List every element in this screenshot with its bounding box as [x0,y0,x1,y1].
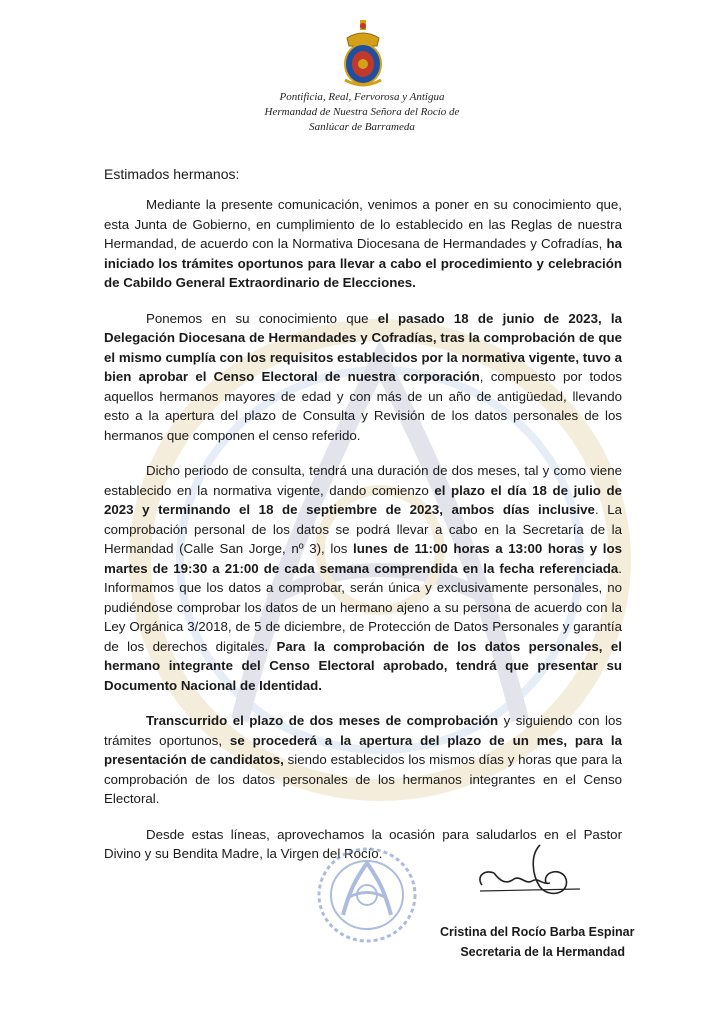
brotherhood-crest-icon [341,20,385,88]
signature-block [440,922,635,962]
p3-bold-hours: lunes de 11:00 horas a 13:00 horas y los martes de 19:30 a 21:00 de cada semana comprendida en la fecha referenciada [104,541,622,576]
p4-text-d: siendo establecidos los mismos días y horas que para la comprobación de los datos personales de los hermanos integrantes en el Censo Electoral. [104,752,622,806]
p3-bold-dni: Para la comprobación de los datos personales, el hermano integrante del Censo Electoral aprobado, tendrá que presentar su Documento Nacional de Identidad. [104,638,622,693]
p3-text-e: . Informamos que los datos a comprobar, serán única y exclusivamente personales, no pudiéndose comprobar los datos de un hermano ajeno a su persona de acuerdo con la Ley Orgánica 3/2018, de 5 de diciembre, de Protección de Datos Personales y garantía de los derechos digitales. [104,560,622,654]
p4-bold-c: se procederá a la apertura del plazo de un mes, para la presentación de candidatos, [104,732,622,767]
brotherhood-header [200,90,524,135]
p3-text-a: Dicho periodo de consulta, tendrá una duración de dos meses, tal y como viene establecido en la normativa vigente, dando comienzo [104,463,622,498]
ink-stamp-seal [315,845,420,945]
greeting: Estimados hermanos: [104,166,240,182]
paragraph-1 [104,195,622,293]
signatory-role: Secretaria de la Hermandad [460,945,625,959]
p2-text-a: Ponemos en su conocimiento que [146,310,378,326]
p2-bold: el pasado 18 de junio de 2023, la Delegación Diocesana de Hermandades y Cofradías, tras la comprobación de que el mismo cumplía con los requisitos establecidos por la normativa vigente, tuvo a bien aprobar el Censo Electoral de nuestra corporación [104,310,622,384]
header-line-3: Sanlúcar de Barrameda [309,121,415,133]
paragraph-2 [104,309,622,446]
paragraph-3 [104,461,622,695]
p3-bold-dates: el plazo el día 18 de julio de 2023 y terminando el 18 de septiembre de 2023, ambos días inclusive [104,482,622,517]
p4-bold-a: Transcurrido el plazo de dos meses de comprobación [146,713,499,728]
handwritten-signature [470,835,590,905]
header-line-2: Hermandad de Nuestra Señora del Rocío de [264,106,460,118]
paragraph-4 [104,711,622,809]
header-line-1: Pontificia, Real, Fervorosa y Antigua [279,91,445,103]
p2-text-c: , compuesto por todos aquellos hermanos mayores de edad y con más de un año de antigüedad, llevando esto a la apertura del plazo de Consulta y Revisión de los datos personales de los hermanos que componen el censo referido. [104,369,622,443]
paragraph-5: Desde estas líneas, aprovechamos la ocasión para saludarlos en el Pastor Divino y su Bendita Madre, la Virgen del Rocío. [104,826,622,861]
letter-body [104,195,622,880]
p1-text: Mediante la presente comunicación, venimos a poner en su conocimiento que, esta Junta de Gobierno, en cumplimiento de lo establecido en las Reglas de nuestra Hermandad, de acuerdo con la Normativa Diocesana de Hermandades y Cofradías, [104,197,622,251]
p4-text-b: y siguiendo con los trámites oportunos, [104,713,622,748]
p1-bold: ha iniciado los trámites oportunos para llevar a cabo el procedimiento y celebración de Cabildo General Extraordinario de Elecciones. [104,236,622,290]
p3-text-c: . La comprobación personal de los datos se podrá llevar a cabo en la Secretaría de la Hermandad (Calle San Jorge, nº 3), los [104,502,622,556]
signatory-name: Cristina del Rocío Barba Espinar [440,925,635,939]
